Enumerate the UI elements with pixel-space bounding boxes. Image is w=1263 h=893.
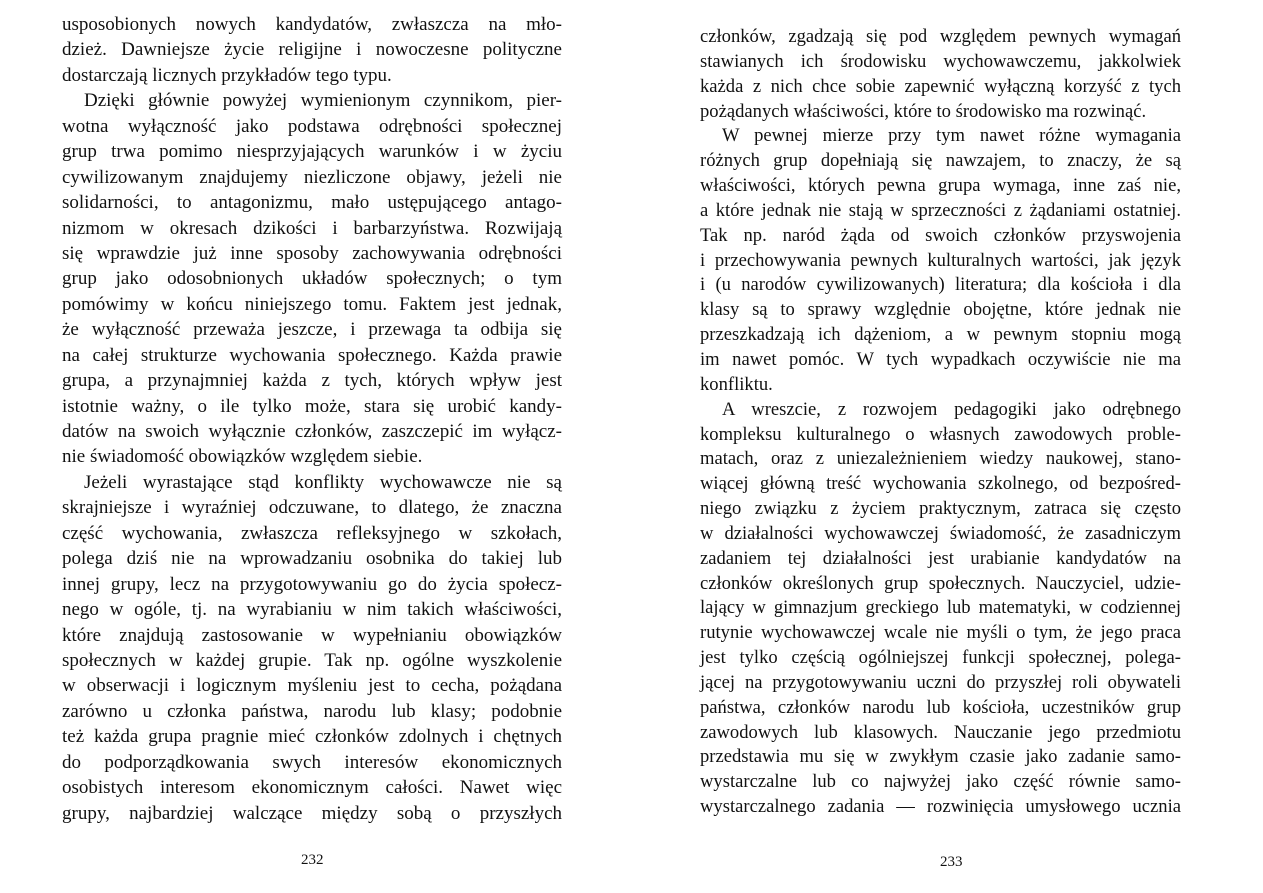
text-line: część wychowania, zwłaszcza refleksyjnego w szkołach, [62,522,562,544]
text-line: członków określonych grup społecznych. Nauczyciel, udzie- [700,572,1181,594]
text-line: i (u narodów cywilizowanych) literatura; dla kościoła i dla [700,274,1181,296]
text-line: grup trwa pomimo niesprzyjających warunków i w życiu [62,141,562,163]
text-line: różnych grup dopełniają się nawzajem, to znaczy, że są [700,150,1181,172]
text-line: i przechowywania pewnych kulturalnych wartości, jak język [700,249,1181,271]
text-line: Jeżeli wyrastające stąd konflikty wychowawcze nie są [84,471,562,493]
page-number-left: 232 [301,852,324,868]
text-line: w działalności wychowawczej świadomość, że zasadniczym [700,522,1181,544]
text-line: datów na swoich wyłącznie członków, zaszczepić im wyłącz- [62,421,562,442]
text-line: kompleksu kulturalnego o własnych zawodowych proble- [700,423,1181,445]
text-line: polega dziś nie na wprowadzaniu osobnika do takiej lub [62,548,562,570]
page-number-right: 233 [940,854,963,870]
text-line: skrajniejsze i wyraźniej odczuwane, to dlatego, że znaczna [62,497,562,519]
text-line: członków, zgadzają się pod względem pewnych wymagań [700,26,1181,47]
text-line: A wreszcie, z rozwojem pedagogiki jako odrębnego [722,398,1181,420]
text-line: wystarczalne lub co najwyżej jako część równie samo- [700,771,1181,793]
text-line: każda z nich chce sobie zapewnić wyłączną korzyść z tych [700,75,1181,97]
text-line: państwa, członków narodu lub kościoła, uczestników grup [700,696,1181,718]
text-line: istotnie ważny, o ile tylko może, stara się urobić kandy- [62,395,562,417]
left-page-text [62,12,562,826]
text-line: przeszkadzają ich dążeniom, a w pewnym stopniu mogą [700,324,1181,346]
text-line: a które jednak nie stają w sprzeczności z żądaniami ostatniej. [700,199,1181,221]
text-line: dzież. Dawniejsze życie religijne i nowoczesne polityczne [62,39,562,61]
text-line: pożądanych właściwości, które to środowisko ma rozwinąć. [700,100,1147,122]
text-line: W pewnej mierze przy tym nawet różne wymagania [722,125,1181,147]
text-line: nie świadomość obowiązków względem siebie. [62,446,423,468]
text-line: na całej strukturze wychowania społecznego. Każda prawie [62,344,562,366]
text-line: matach, oraz z uniezależnieniem wiedzy naukowej, stano- [700,448,1181,470]
text-line: innej grupy, lecz na przygotowywaniu go do życia społecz- [62,573,562,595]
text-line: Tak np. naród żąda od swoich członków przyswojenia [700,224,1181,246]
text-line: grupy, najbardziej walczące między sobą o przyszłych [62,802,562,824]
text-line: im nawet pomóc. W tych wypadkach oczywiście nie ma [700,348,1181,370]
text-line: lający w gimnazjum greckiego lub matematyki, w codziennej [700,597,1181,619]
text-line: społecznych w każdej grupie. Tak np. ogólne wyszkolenie [62,649,562,671]
text-line: wiącej główną treść wychowania szkolnego, od bezpośred- [700,473,1181,495]
text-line: jącej na przygotowywaniu uczni do przyszłej roli obywateli [700,671,1181,693]
text-line: grup jako odosobnionych układów społecznych; o tym [62,268,562,290]
text-line: w obserwacji i logicznym myśleniu jest to cecha, pożądana [62,675,562,697]
text-line: się wprawdzie już inne sposoby zachowywania odrębności [62,242,562,264]
text-line: Dzięki głównie powyżej wymienionym czynnikom, pier- [84,90,562,112]
text-line: zawodowych lub klasowych. Nauczanie jego przedmiotu [700,721,1181,743]
text-line: solidarności, to antagonizmu, mało ustępującego antago- [62,192,562,214]
right-page-text [700,25,1181,820]
text-line: usposobionych nowych kandydatów, zwłaszcza na mło- [62,14,562,35]
text-line: nizmom w okresach dzikości i barbarzyństwa. Rozwijają [62,217,562,239]
text-line: które znajdują zastosowanie w wypełnianiu obowiązków [62,624,562,646]
text-line: właściwości, których pewna grupa wymaga, inne zaś nie, [700,175,1181,197]
text-line: wotna wyłączność jako podstawa odrębności społecznej [62,115,562,137]
text-line: niego związku z życiem praktycznym, zatraca się często [700,498,1181,520]
text-line: rutynie wychowawczej wcale nie myśli o tym, że jego praca [700,622,1181,644]
text-line: klasy są to sprawy względnie obojętne, które jednak nie [700,299,1181,321]
text-line: cywilizowanym znajdujemy niezliczone objawy, jeżeli nie [62,166,562,188]
text-line: dostarczają licznych przykładów tego typu. [62,64,392,86]
text-line: też każda grupa pragnie mieć członków zdolnych i chętnych [62,726,562,748]
text-line: zarówno u członka państwa, narodu lub klasy; podobnie [62,700,562,722]
text-line: pomówimy w końcu niniejszego tomu. Faktem jest jednak, [62,293,562,315]
text-line: jest tylko częścią ogólniejszej funkcji społecznej, polega- [700,647,1181,669]
text-line: stawianych ich środowisku wychowawczemu, jakkolwiek [700,50,1181,72]
text-line: grupa, a przynajmniej każda z tych, których wpływ jest [62,370,562,392]
text-line: nego w ogóle, tj. na wyrabianiu w nim takich właściwości, [62,599,562,621]
text-line: osobistych interesom ekonomicznym całości. Nawet więc [62,777,562,799]
text-line: konfliktu. [700,373,773,395]
text-line: do podporządkowania swych interesów ekonomicznych [62,751,562,773]
text-line: że wyłączność przeważa jeszcze, i przewaga ta odbija się [62,319,562,341]
text-line: przedstawia mu się w zwykłym czasie jako zadanie samo- [700,746,1181,768]
text-line: wystarczalnego zadania — rozwinięcia umysłowego ucznia [700,796,1181,818]
text-line: zadaniem tej działalności jest urabianie kandydatów na [700,547,1181,569]
